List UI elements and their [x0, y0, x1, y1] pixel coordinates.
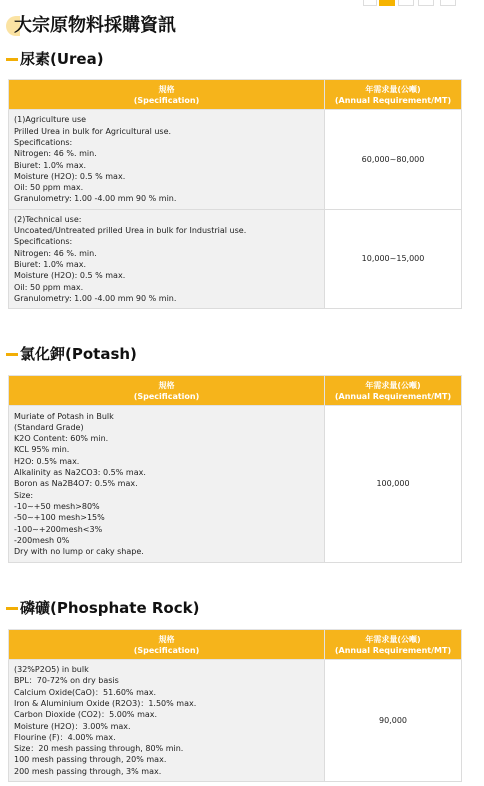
spec-line: (Standard Grade) — [14, 422, 84, 432]
table-header-row — [9, 80, 462, 110]
spec-line: -50~+100 mesh>15% — [14, 513, 105, 523]
spec-cell — [9, 660, 325, 782]
spec-line: Biuret: 1.0% max. — [14, 160, 87, 170]
spec-line: Uncoated/Untreated prilled Urea in bulk for Industrial use. — [14, 226, 247, 236]
spec-cell — [9, 110, 325, 210]
potash-table — [8, 375, 462, 563]
phosphate-table — [8, 629, 462, 782]
spec-line: 100 mesh passing through, 20% max. — [14, 755, 167, 765]
spec-cell — [9, 210, 325, 309]
spec-cell — [9, 406, 325, 563]
spec-line: Size：20 mesh passing through, 80% min. — [14, 744, 184, 754]
spec-line: Prilled Urea in bulk for Agricultural use. — [14, 126, 172, 136]
col-spec-en: (Specification) — [133, 391, 200, 401]
table-header-row — [9, 376, 462, 406]
col-req-zh: 年需求量(公噸) — [365, 84, 421, 94]
spec-line: Flourine (F)：4.00% max. — [14, 732, 116, 742]
spec-line: (2)Technical use: — [14, 214, 82, 224]
heading-bar — [6, 353, 18, 356]
spec-line: Specifications: — [14, 137, 73, 147]
spec-line: Moisture (H2O): 0.5 % max. — [14, 271, 126, 281]
table-row — [9, 406, 462, 563]
spec-line: Nitrogen: 46 %. min. — [14, 248, 97, 258]
spec-line: 200 mesh passing through, 3% max. — [14, 766, 162, 776]
spec-line: Biuret: 1.0% max. — [14, 260, 87, 269]
spec-line: Size: — [14, 490, 34, 500]
table-row — [9, 660, 462, 782]
section-title: 磷礦(Phosphate Rock) — [20, 599, 200, 617]
section-title: 尿素(Urea) — [20, 50, 104, 68]
spec-line: Boron as Na2B4O7: 0.5% max. — [14, 479, 138, 489]
requirement-cell: 100,000 — [325, 406, 462, 563]
col-spec-zh: 規格 — [158, 84, 175, 94]
spec-line: KCL 95% min. — [14, 445, 70, 455]
col-req-header — [325, 376, 462, 406]
table-row — [9, 210, 462, 309]
page-title: 大宗原物料採購資訊 — [14, 15, 176, 36]
spec-line: Carbon Dioxide (CO2)：5.00% max. — [14, 710, 158, 720]
page-tab-active[interactable] — [379, 0, 395, 6]
page-tab[interactable] — [363, 0, 377, 6]
spec-line: -100~+200mesh<3% — [14, 524, 103, 534]
table-header-row — [9, 630, 462, 660]
col-req-en: (Annual Requirement/MT) — [334, 95, 452, 105]
spec-line: BPL：70-72% on dry basis — [14, 676, 119, 686]
col-spec-en: (Specification) — [133, 645, 200, 655]
col-req-header — [325, 630, 462, 660]
spec-line: -200mesh 0% — [14, 535, 70, 545]
heading-bar — [6, 607, 18, 610]
page-tab[interactable] — [398, 0, 414, 6]
spec-line: (32%P2O5) in bulk — [14, 665, 89, 675]
spec-line: -10~+50 mesh>80% — [14, 501, 100, 511]
col-req-en: (Annual Requirement/MT) — [334, 391, 452, 401]
spec-line: Moisture (H2O)：3.00% max. — [14, 721, 131, 731]
col-spec-en: (Specification) — [133, 95, 200, 105]
requirement-cell: 10,000~15,000 — [325, 210, 462, 309]
spec-line: Muriate of Potash in Bulk — [14, 411, 114, 421]
col-spec-header — [9, 80, 325, 110]
spec-line: H2O: 0.5% max. — [14, 456, 80, 466]
urea-table — [8, 79, 462, 309]
col-spec-header — [9, 376, 325, 406]
col-spec-zh: 規格 — [158, 380, 175, 390]
spec-line: (1)Agriculture use — [14, 115, 87, 125]
spec-line: K2O Content: 60% min. — [14, 434, 109, 444]
spec-line: Iron & Aluminium Oxide (R2O3)：1.50% max. — [14, 698, 197, 708]
spec-line: Nitrogen: 46 %. min. — [14, 149, 97, 159]
spec-line: Oil: 50 ppm max. — [14, 282, 84, 292]
spec-line: Calcium Oxide(CaO)：51.60% max. — [14, 687, 157, 697]
requirement-cell: 90,000 — [325, 660, 462, 782]
col-req-zh: 年需求量(公噸) — [365, 634, 421, 644]
section-title: 氯化鉀(Potash) — [20, 345, 137, 363]
spec-line: Specifications: — [14, 237, 73, 247]
table-row — [9, 110, 462, 210]
page-tab[interactable] — [418, 0, 434, 6]
heading-bar — [6, 58, 18, 61]
col-req-header — [325, 80, 462, 110]
page-tab[interactable] — [440, 0, 456, 6]
col-spec-zh: 規格 — [158, 634, 175, 644]
spec-line: Granulometry: 1.00 -4.00 mm 90 % min. — [14, 293, 177, 303]
spec-line: Moisture (H2O): 0.5 % max. — [14, 171, 126, 181]
col-spec-header — [9, 630, 325, 660]
top-pagination-strip — [0, 0, 484, 8]
spec-line: Dry with no lump or caky shape. — [14, 547, 144, 557]
spec-line: Granulometry: 1.00 -4.00 mm 90 % min. — [14, 194, 177, 204]
spec-line: Alkalinity as Na2CO3: 0.5% max. — [14, 468, 146, 478]
spec-line: Oil: 50 ppm max. — [14, 183, 84, 193]
col-req-zh: 年需求量(公噸) — [365, 380, 421, 390]
col-req-en: (Annual Requirement/MT) — [334, 645, 452, 655]
requirement-cell: 60,000~80,000 — [325, 110, 462, 210]
